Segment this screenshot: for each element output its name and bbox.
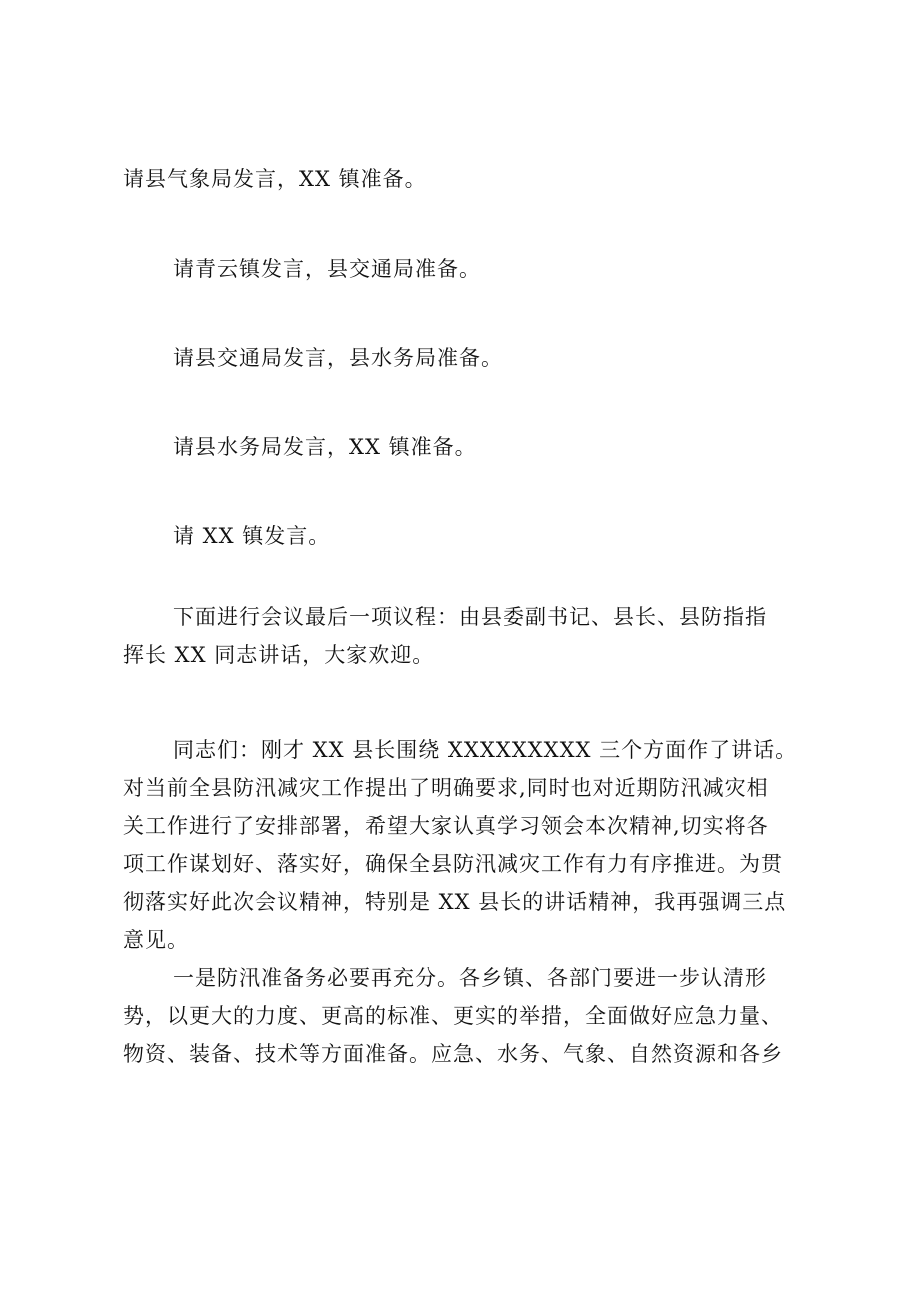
text-line: 请县交通局发言，县水务局准备。	[173, 346, 503, 370]
paragraph-line: 下面进行会议最后一项议程：由县委副书记、县长、县防指指	[173, 605, 767, 629]
text-line: 请青云镇发言，县交通局准备。	[173, 257, 481, 281]
speech-paragraph	[123, 731, 813, 959]
paragraph-line: 项工作谋划好、落实好，确保全县防汛减灾工作有力有序推进。为贯	[123, 852, 783, 876]
paragraph-line: 势，以更大的力度、更高的标准、更实的举措，全面做好应急力量、	[123, 1004, 783, 1028]
paragraph-line: 同志们：刚才 XX 县长围绕 XXXXXXXXX 三个方面作了讲话。	[173, 738, 798, 762]
text-line: 请 XX 镇发言。	[173, 524, 331, 548]
paragraph-line: 关工作进行了安排部署，希望大家认真学习领会本次精神,切实将各	[123, 814, 769, 838]
paragraph-line: 物资、装备、技术等方面准备。应急、水务、气象、自然资源和各乡	[123, 1042, 783, 1066]
paragraph-line: 对当前全县防汛减灾工作提出了明确要求,同时也对近期防汛减灾相	[123, 776, 769, 800]
paragraph-line: 彻落实好此次会议精神，特别是 XX 县长的讲话精神，我再强调三点	[123, 890, 787, 914]
text-line: 请县水务局发言，XX 镇准备。	[173, 435, 477, 459]
paragraph-line: 挥长 XX 同志讲话，大家欢迎。	[123, 643, 435, 667]
agenda-paragraph	[123, 598, 813, 674]
paragraph-line: 意见。	[123, 928, 189, 952]
text-line: 请县气象局发言，XX 镇准备。	[123, 167, 427, 191]
point-one-paragraph	[123, 959, 813, 1073]
paragraph-line: 一是防汛准备务必要再充分。各乡镇、各部门要进一步认清形	[173, 966, 767, 990]
